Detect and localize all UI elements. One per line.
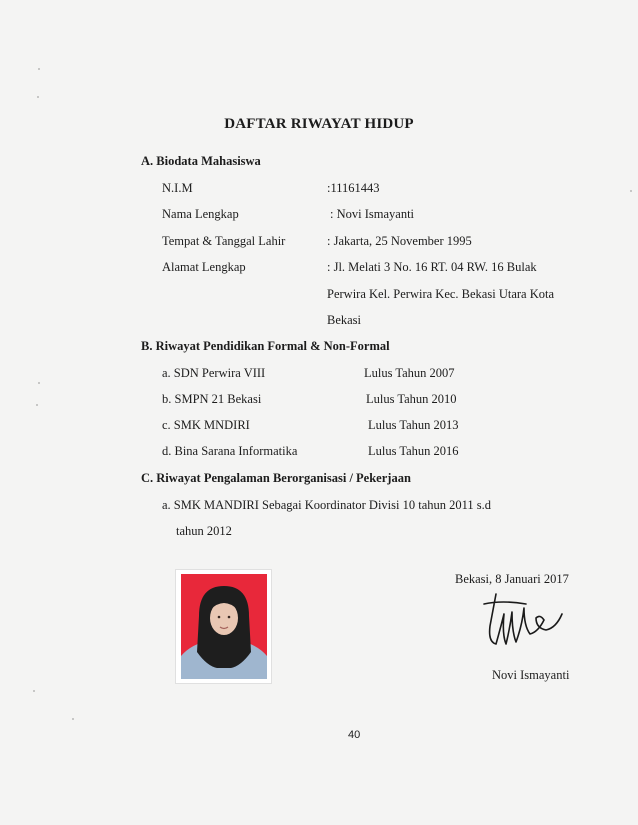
education-school: d. Bina Sarana Informatika: [162, 444, 298, 458]
scan-speck: [72, 718, 74, 720]
address-continued: Perwira Kel. Perwira Kec. Bekasi Utara Kota: [327, 287, 554, 301]
handwritten-signature: [482, 590, 572, 650]
scan-speck: [33, 690, 35, 692]
section-b-heading: B. Riwayat Pendidikan Formal & Non-Formal: [141, 339, 390, 353]
education-year: Lulus Tahun 2007: [364, 366, 455, 380]
education-school: c. SMK MNDIRI: [162, 418, 250, 432]
scan-speck: [630, 190, 632, 192]
place-date: Bekasi, 8 Januari 2017: [455, 572, 569, 586]
experience-line: tahun 2012: [176, 524, 232, 538]
address-label: Alamat Lengkap: [162, 260, 246, 274]
nim-label: N.I.M: [162, 181, 193, 195]
education-year: Lulus Tahun 2013: [368, 418, 459, 432]
nim-value: :11161443: [327, 181, 380, 195]
education-school: b. SMPN 21 Bekasi: [162, 392, 262, 406]
address-continued: Bekasi: [327, 313, 362, 327]
education-year: Lulus Tahun 2010: [366, 392, 457, 406]
address-value: : Jl. Melati 3 No. 16 RT. 04 RW. 16 Bulak: [327, 260, 537, 274]
education-year: Lulus Tahun 2016: [368, 444, 459, 458]
birth-value: : Jakarta, 25 November 1995: [327, 234, 472, 248]
scan-speck: [36, 404, 38, 406]
fullname-label: Nama Lengkap: [162, 207, 239, 221]
scan-speck: [38, 68, 40, 70]
page-title: DAFTAR RIWAYAT HIDUP: [224, 116, 414, 132]
profile-photo: [176, 570, 271, 683]
page-number: 40: [348, 729, 361, 741]
section-a-heading: A. Biodata Mahasiswa: [141, 154, 261, 168]
signer-name: Novi Ismayanti: [492, 668, 570, 682]
section-c-heading: C. Riwayat Pengalaman Berorganisasi / Pekerjaan: [141, 471, 411, 485]
birth-label: Tempat & Tanggal Lahir: [162, 234, 286, 248]
education-school: a. SDN Perwira VIII: [162, 366, 266, 380]
scan-speck: [37, 96, 39, 98]
fullname-value: : Novi Ismayanti: [330, 207, 415, 221]
portrait-image: [181, 574, 267, 679]
scan-speck: [38, 382, 40, 384]
experience-line: a. SMK MANDIRI Sebagai Koordinator Divisi 10 tahun 2011 s.d: [162, 498, 492, 512]
